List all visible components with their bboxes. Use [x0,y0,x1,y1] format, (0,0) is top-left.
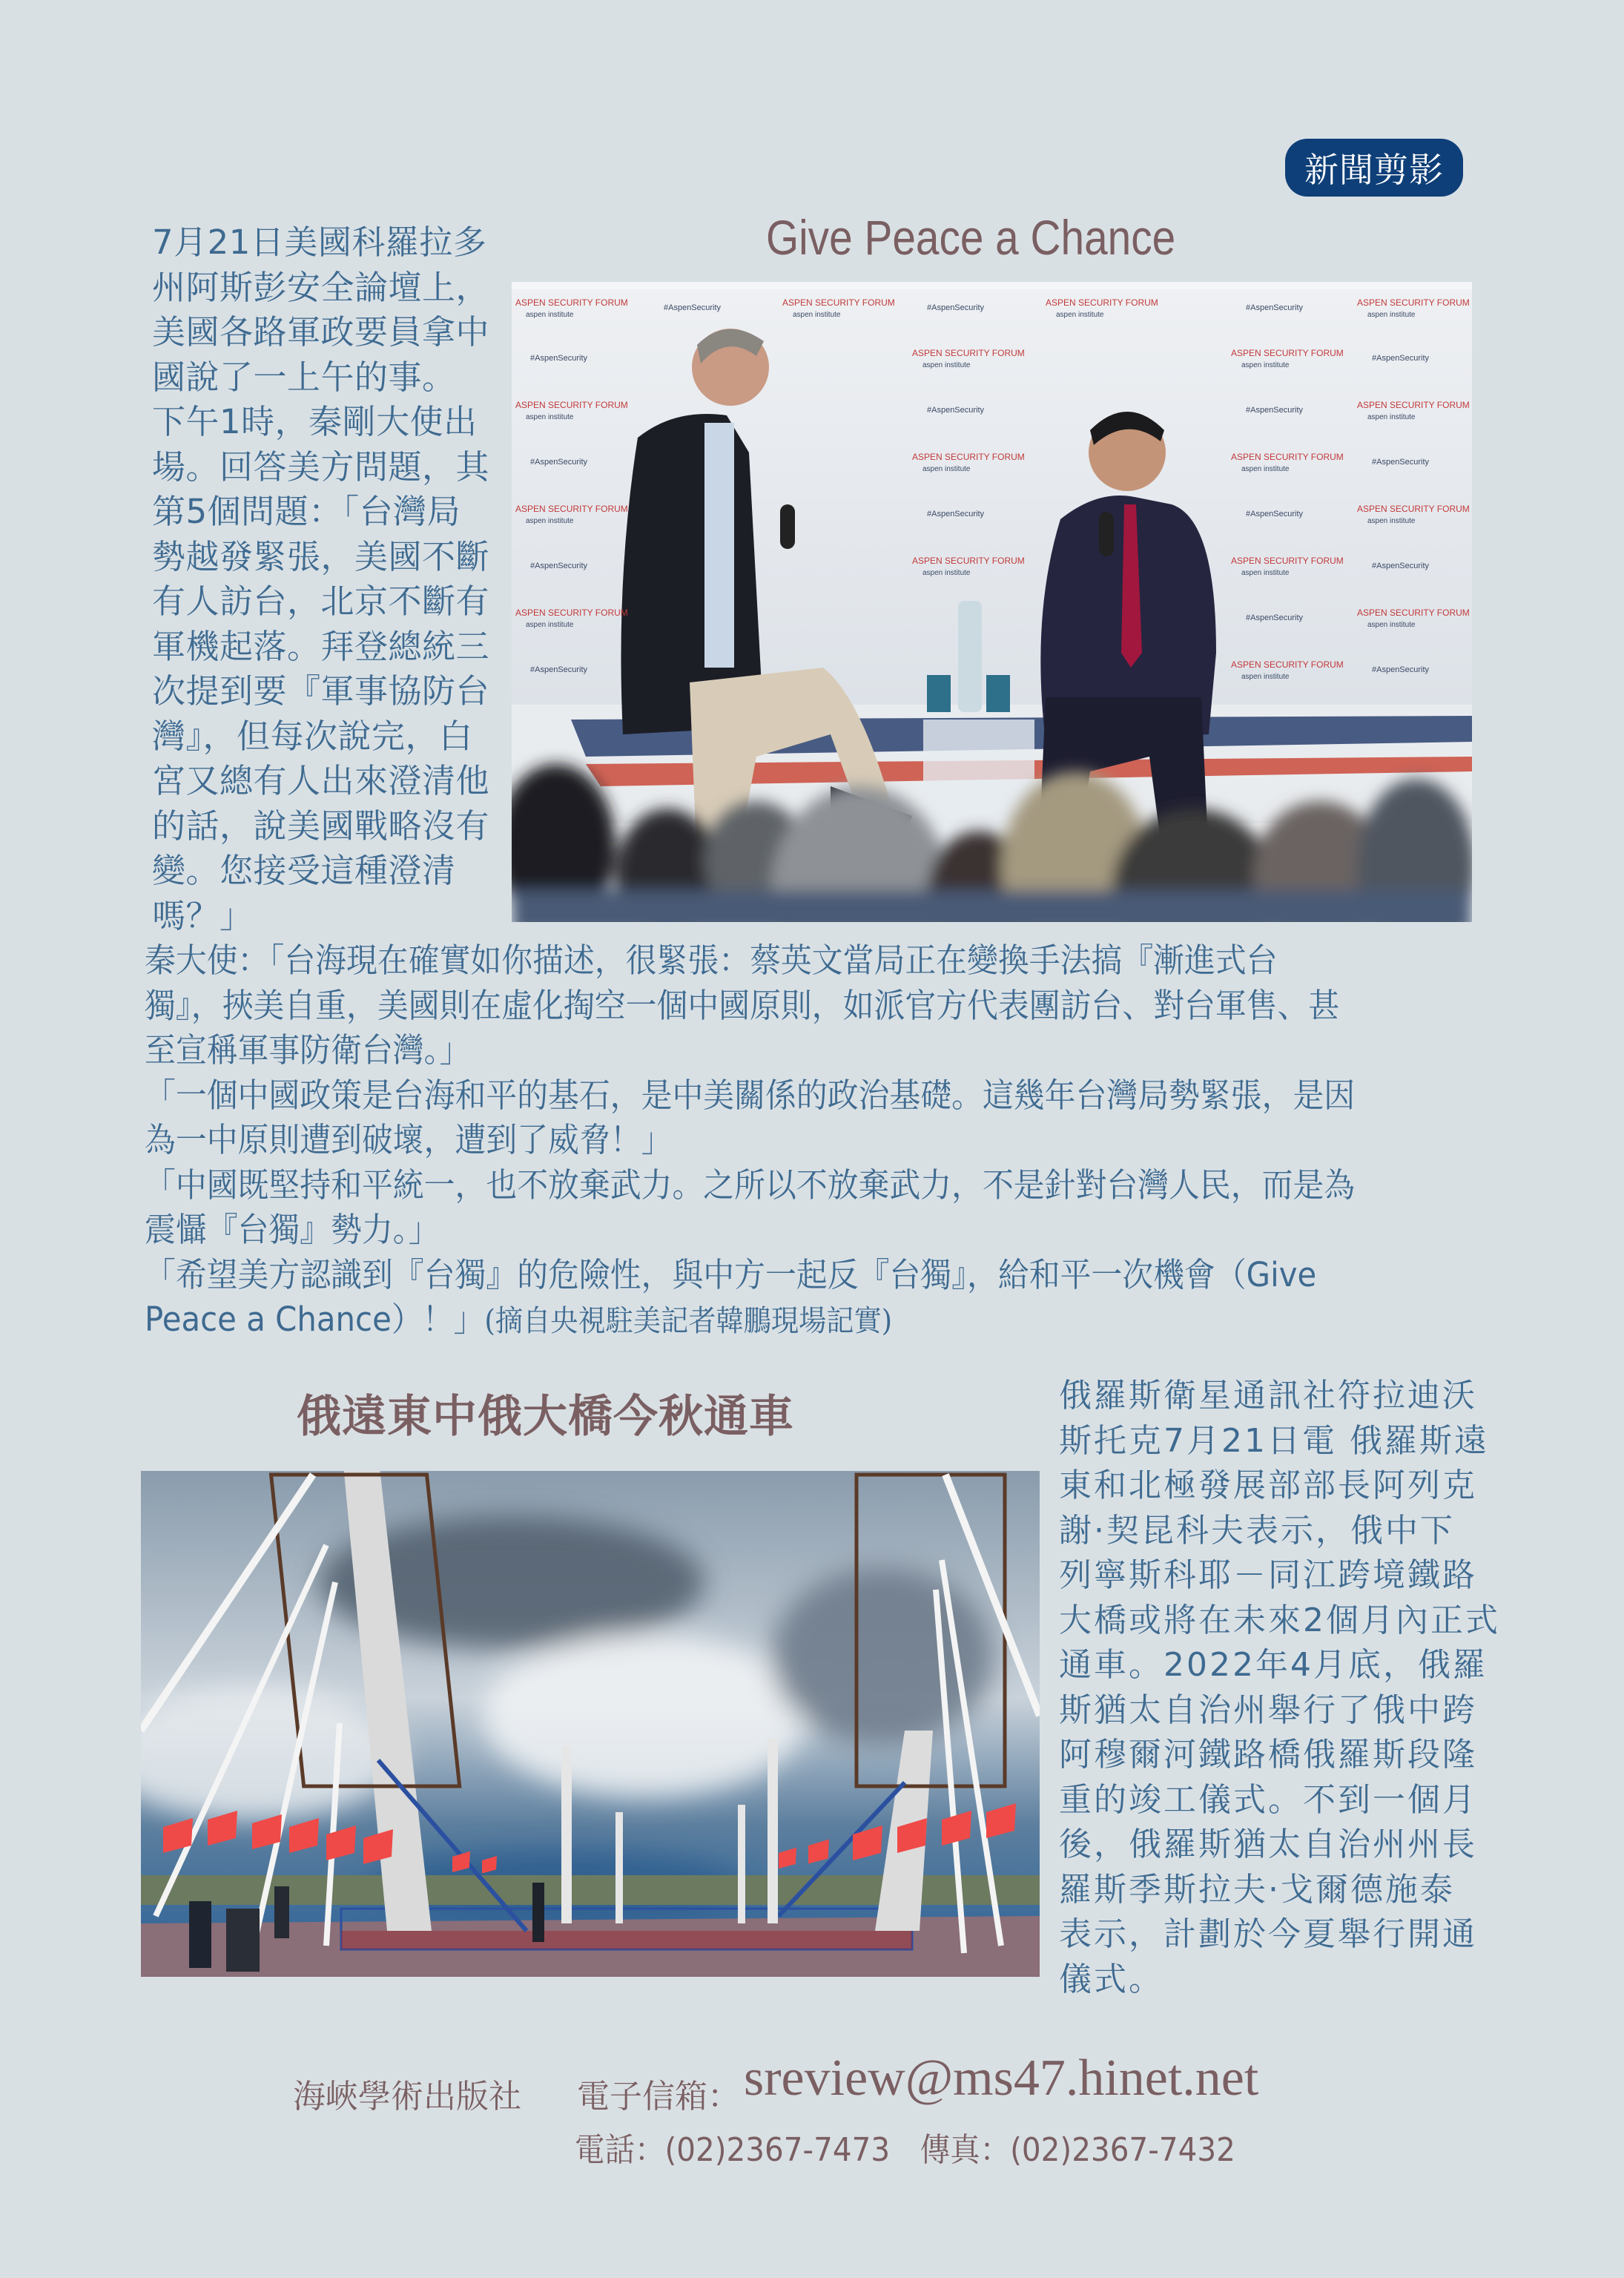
backdrop-hashtag: #AspenSecurity [927,406,985,415]
backdrop-sub: aspen institute [1241,673,1290,681]
backdrop-sub: aspen institute [1241,569,1290,577]
text-line: 至宣稱軍事防衛台灣。」 [145,1030,471,1070]
text-line: 勢越發緊張，美國不斷 [152,536,490,576]
text-line: 「中國既堅持和平統一，也不放棄武力。之所以不放棄武力，不是針對台灣人民，而是為 [145,1165,1356,1205]
backdrop-sub: aspen institute [1241,361,1290,369]
text-line: 獨』，挾美自重，美國則在虛化掏空一個中國原則，如派官方代表團訪台、對台軍售、甚 [145,985,1340,1025]
text-line: 州阿斯彭安全論壇上， [152,267,490,307]
forum-photo [512,282,1472,922]
backdrop-hashtag: #AspenSecurity [1246,406,1304,415]
text-line: 7月21日美國科羅拉多 [152,223,487,262]
text-line: 重的竣工儀式。不到一個月 [1059,1780,1477,1819]
backdrop-hashtag: #AspenSecurity [530,354,588,363]
publisher-name: 海峽學術出版社 [293,2078,521,2116]
backdrop-sub: aspen institute [1367,413,1416,421]
bridge-photo [141,1471,1040,1977]
text-line: 斯托克7月21日電 俄羅斯遠 [1059,1421,1489,1460]
email-label: 電子信箱： [577,2078,740,2116]
backdrop-logo: ASPEN SECURITY FORUM [1357,400,1470,410]
backdrop-hashtag: #AspenSecurity [530,562,588,570]
text-line: 羅斯季斯拉夫·戈爾德施泰 [1059,1870,1455,1909]
text-line: 「一個中國政策是台海和平的基石，是中美關係的政治基礎。這幾年台灣局勢緊張，是因 [145,1075,1356,1115]
backdrop-logo: ASPEN SECURITY FORUM [1231,348,1344,358]
backdrop-logo: ASPEN SECURITY FORUM [1357,608,1470,618]
text-line: 變。您接受這種澄清 [152,851,456,890]
text-line: 場。回答美方問題，其 [152,447,490,487]
backdrop-sub: aspen institute [526,413,574,421]
text-line: 灣』，但每次說完，白 [152,716,473,756]
backdrop-hashtag: #AspenSecurity [530,458,588,467]
backdrop-logo: ASPEN SECURITY FORUM [1357,297,1470,308]
text-line [145,1297,1355,1344]
backdrop-sub: aspen institute [1367,311,1416,319]
text-line: 斯猶太自治州舉行了俄中跨 [1059,1691,1477,1729]
backdrop-sub: aspen institute [1367,621,1416,629]
text-line: 列寧斯科耶－同江跨境鐵路 [1059,1556,1477,1594]
text-line: 阿穆爾河鐵路橋俄羅斯段隆 [1059,1736,1477,1774]
backdrop-hashtag: #AspenSecurity [1372,665,1430,674]
backdrop-sub: aspen institute [1241,465,1290,473]
email-link[interactable]: sreview@ms47.hinet.net [744,2050,1259,2107]
backdrop-hashtag: #AspenSecurity [1372,354,1430,363]
backdrop-logo: ASPEN SECURITY FORUM [912,348,1025,358]
text-line: 表示，計劃於今夏舉行開通 [1059,1915,1477,1953]
text-line: 為一中原則遭到破壞，遭到了威脅！」 [145,1120,673,1159]
backdrop-sub: aspen institute [793,311,841,319]
backdrop-logo: ASPEN SECURITY FORUM [515,400,628,410]
text-line-end: Peace a Chance）！」 [145,1300,485,1339]
backdrop-sub: aspen institute [922,361,971,369]
phone-fax: 電話：(02)2367-7473 傳真：(02)2367-7432 [575,2131,1235,2169]
backdrop-logo: ASPEN SECURITY FORUM [515,297,628,308]
backdrop-logo: ASPEN SECURITY FORUM [1357,504,1470,514]
text-line: 嗎？」 [152,895,254,935]
text-line: 後，俄羅斯猶太自治州州長 [1059,1826,1477,1863]
backdrop-logo: ASPEN SECURITY FORUM [912,556,1025,566]
forum-photo-image [512,282,1472,922]
text-line: 「希望美方認識到『台獨』的危險性，與中方一起反『台獨』，給和平一次機會（Give [145,1254,1317,1294]
text-line: 的話，說美國戰略沒有 [152,806,490,846]
backdrop-hashtag: #AspenSecurity [1246,510,1304,519]
backdrop-hashtag: #AspenSecurity [1246,303,1304,312]
text-line: 次提到要『軍事協防台 [152,671,490,711]
backdrop-logo: ASPEN SECURITY FORUM [1231,452,1344,462]
article2-title: 俄遠東中俄大橋今秋通車 [297,1392,794,1441]
backdrop-logo: ASPEN SECURITY FORUM [515,608,628,618]
section-badge: 新聞剪影 [1285,139,1463,197]
text-line: 軍機起落。拜登總統三 [152,626,490,666]
backdrop-sub: aspen institute [526,517,574,525]
text-line: 國說了一上午的事。 [152,357,456,397]
backdrop-sub: aspen institute [922,465,971,473]
article1-title: Give Peace a Chance [766,210,1176,265]
text-line: 儀式。 [1059,1960,1163,1998]
backdrop-logo: ASPEN SECURITY FORUM [912,452,1025,462]
backdrop-logo: ASPEN SECURITY FORUM [1046,297,1158,308]
bridge-photo-image [141,1471,1040,1977]
backdrop-sub: aspen institute [1056,311,1104,319]
backdrop-hashtag: #AspenSecurity [664,303,722,312]
text-line: 震懾『台獨』勢力。」 [145,1210,440,1249]
backdrop-sub: aspen institute [526,621,574,629]
backdrop-logo: ASPEN SECURITY FORUM [515,504,628,514]
backdrop-hashtag: #AspenSecurity [1246,613,1304,622]
text-line: 俄羅斯衛星通訊社符拉迪沃 [1059,1377,1477,1415]
source-note: (摘自央視駐美記者韓鵬現場記實) [484,1304,893,1338]
backdrop-hashtag: #AspenSecurity [927,303,985,312]
text-line: 謝·契昆科夫表示，俄中下 [1059,1511,1455,1550]
text-line: 下午1時，秦剛大使出 [152,402,478,441]
text-line: 通車。2022年4月底，俄羅 [1059,1646,1488,1684]
backdrop-hashtag: #AspenSecurity [1372,562,1430,570]
article1-body [145,938,1355,1344]
backdrop-sub: aspen institute [526,311,574,319]
text-line: 大橋或將在未來2個月內正式 [1059,1601,1500,1639]
backdrop-logo: ASPEN SECURITY FORUM [1231,556,1344,566]
backdrop-hashtag: #AspenSecurity [1372,458,1430,467]
article2-body [1059,1374,1500,2002]
text-line: 有人訪台，北京不斷有 [152,582,490,621]
text-line: 第5個問題：「台灣局 [152,492,461,531]
backdrop-logo: ASPEN SECURITY FORUM [782,297,895,308]
text-line: 宮又總有人出來澄清他 [152,761,490,800]
text-line: 東和北極發展部部長阿列克 [1059,1466,1477,1504]
text-line: 美國各路軍政要員拿中 [152,312,490,352]
backdrop-hashtag: #AspenSecurity [927,510,985,519]
backdrop-sub: aspen institute [1367,517,1416,525]
text-line: 秦大使：「台海現在確實如你描述，很緊張：蔡英文當局正在變換手法搞『漸進式台 [145,941,1278,980]
backdrop-logo: ASPEN SECURITY FORUM [1231,659,1344,670]
backdrop-hashtag: #AspenSecurity [530,665,588,674]
article1-intro [152,220,489,938]
backdrop-sub: aspen institute [922,569,971,577]
